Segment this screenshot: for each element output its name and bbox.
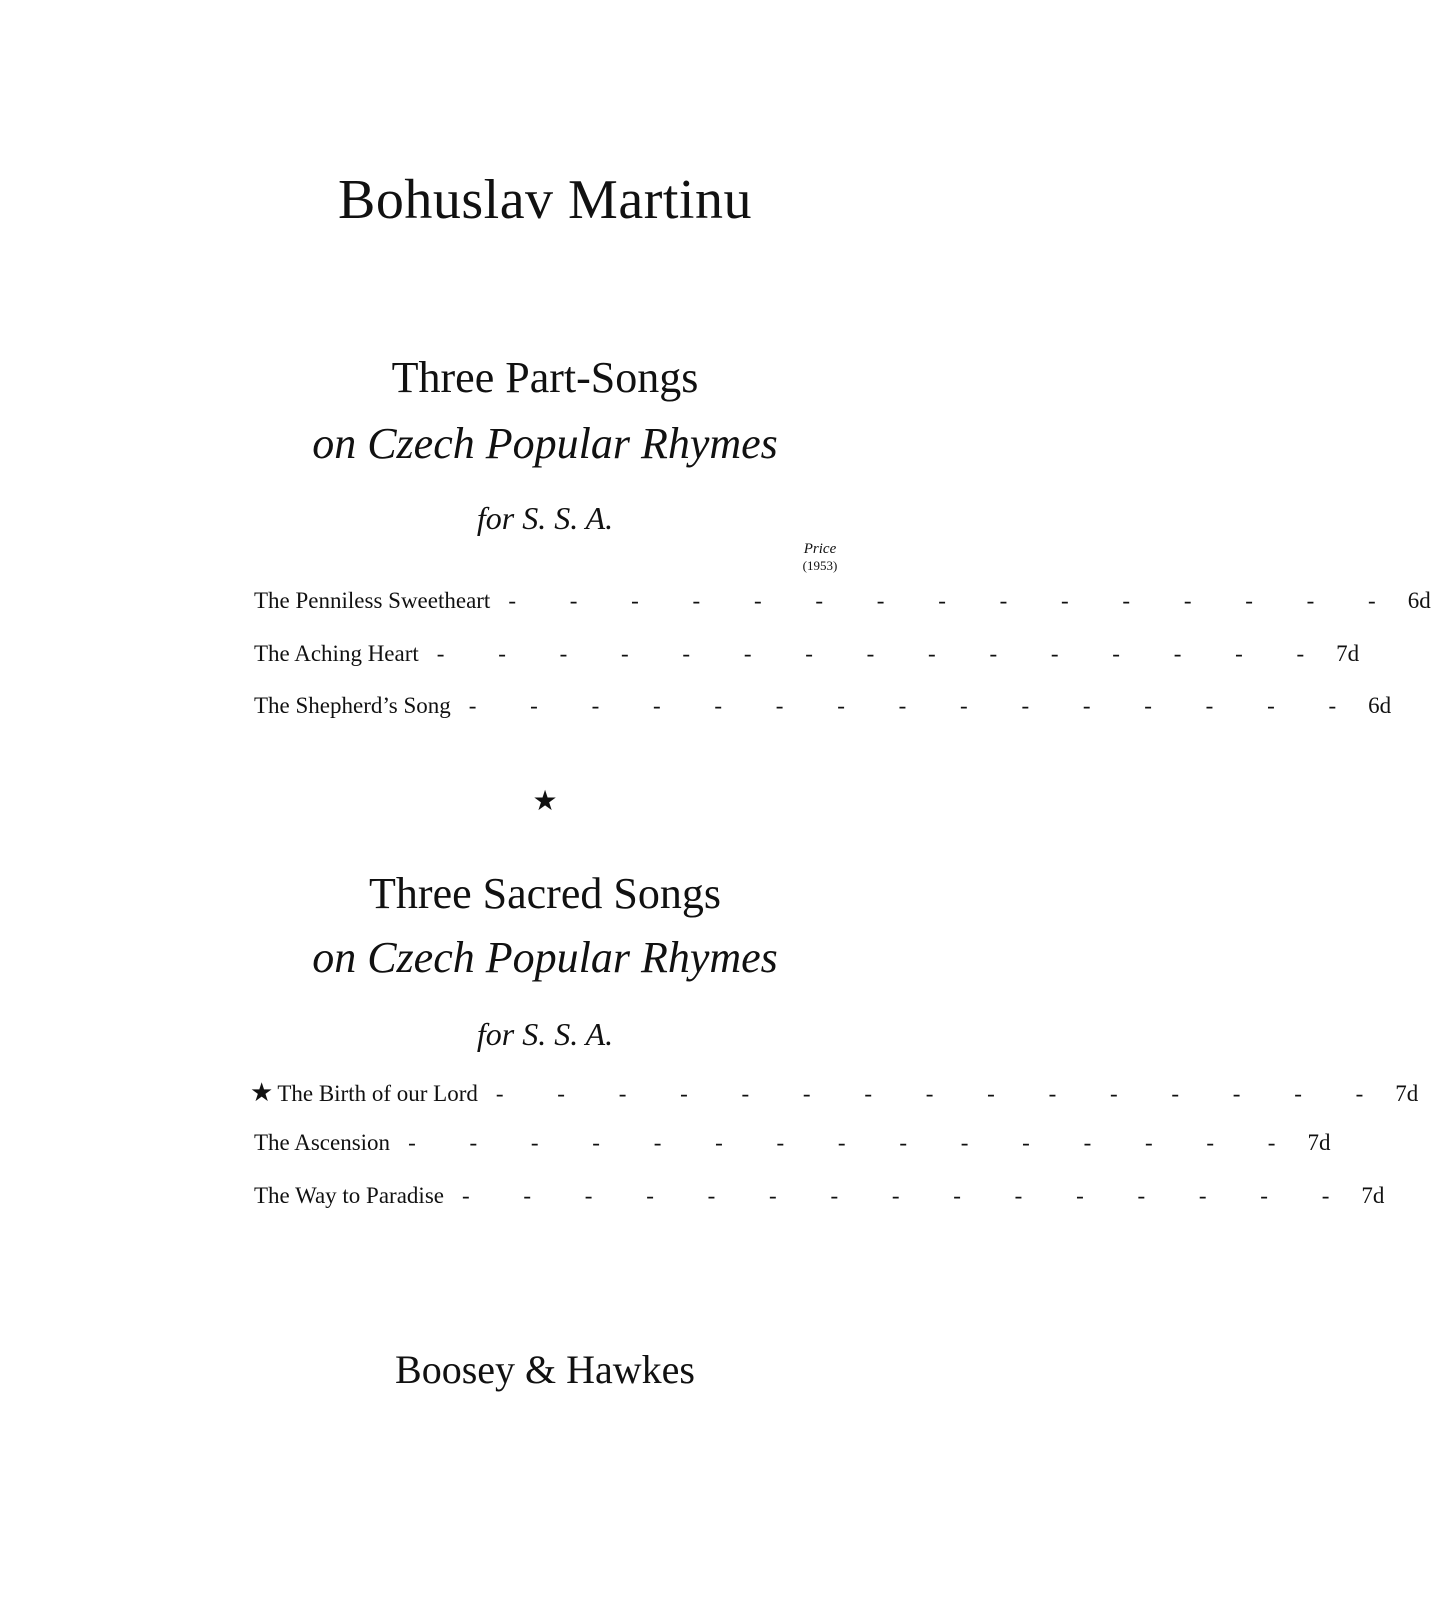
price-header (780, 540, 860, 574)
song-price: 7d (1307, 1130, 1331, 1155)
song-title: The Shepherd’s Song (254, 693, 451, 718)
song-row-penniless-sweetheart (250, 588, 1431, 618)
set-2-voicing: for S. S. A. (476, 1016, 614, 1052)
dot-leader: - - - - - - - - - - - - - - - (468, 693, 1361, 718)
dot-leader: - - - - - - - - - - - - - - - (408, 1130, 1300, 1155)
set-2-subtitle: on Czech Popular Rhymes (312, 933, 778, 982)
set-1-voicing: for S. S. A. (476, 500, 614, 536)
dot-leader: - - - - - - - - - - - - - - - (495, 1081, 1388, 1106)
dot-leader: - - - - - - - - - - - - - - - (436, 641, 1329, 666)
price-header-year: (1953) (802, 558, 838, 573)
song-price: 6d (1407, 588, 1431, 613)
set-1-title: Three Part-Songs (391, 353, 699, 402)
song-title: The Way to Paradise (254, 1183, 444, 1208)
song-price: 6d (1368, 693, 1392, 718)
song-title: The Penniless Sweetheart (254, 588, 491, 613)
set-1-subtitle: on Czech Popular Rhymes (312, 419, 778, 468)
dot-leader: - - - - - - - - - - - - - - - (461, 1183, 1354, 1208)
set-2-title: Three Sacred Songs (369, 869, 721, 918)
song-row-ascension (250, 1130, 1331, 1160)
song-row-aching-heart (250, 641, 1360, 671)
song-title: The Aching Heart (254, 641, 419, 666)
song-title: The Ascension (254, 1130, 391, 1155)
composer-name: Bohuslav Martinu (338, 169, 752, 231)
song-row-birth-of-our-lord (250, 1078, 1419, 1108)
song-row-way-to-paradise (250, 1183, 1385, 1213)
song-price: 7d (1336, 641, 1360, 666)
song-price: 7d (1361, 1183, 1385, 1208)
star-icon: ★ (532, 786, 558, 817)
price-header-label: Price (803, 541, 837, 557)
dot-leader: - - - - - - - - - - - - - - - (508, 588, 1400, 613)
song-price: 7d (1395, 1081, 1419, 1106)
publisher-name: Boosey & Hawkes (395, 1347, 695, 1392)
song-title: The Birth of our Lord (277, 1081, 478, 1106)
star-icon: ★ (250, 1078, 274, 1107)
song-row-shepherds-song (250, 693, 1392, 723)
